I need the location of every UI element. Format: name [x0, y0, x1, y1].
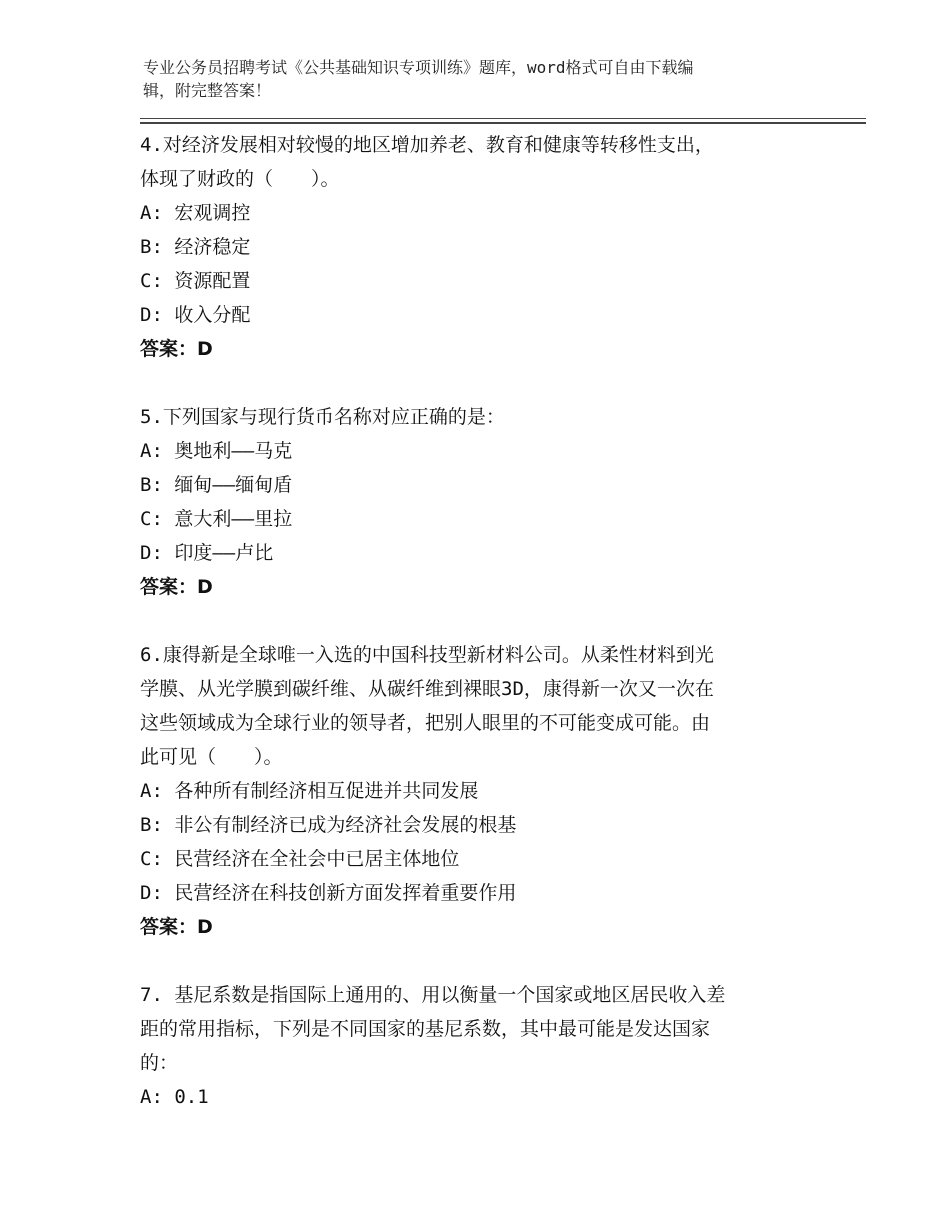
answer-label: 答案：D — [140, 338, 213, 360]
question-stem-line: 距的常用指标，下列是不同国家的基尼系数，其中最可能是发达国家 — [140, 1018, 711, 1040]
question-stem-line: 的： — [140, 1052, 179, 1074]
question-list — [140, 128, 810, 1148]
question-stem-line: 体现了财政的（ ）。 — [140, 168, 340, 190]
question-stem-line: 此可见（ ）。 — [140, 746, 283, 768]
option-c: C: 资源配置 — [140, 270, 251, 292]
header-line: 专业公务员招聘考试《公共基础知识专项训练》题库，word格式可自由下载编 — [143, 58, 694, 77]
option-d: D: 收入分配 — [140, 304, 251, 326]
question-6 — [140, 638, 810, 944]
question-stem-line: 5.下列国家与现行货币名称对应正确的是： — [140, 406, 505, 428]
option-b: B: 经济稳定 — [140, 236, 251, 258]
question-stem-line: 这些领域成为全球行业的领导者，把别人眼里的不可能变成可能。由 — [140, 712, 711, 734]
option-a: A: 奥地利——马克 — [140, 440, 293, 462]
option-d: D: 印度——卢比 — [140, 542, 274, 564]
option-c: C: 民营经济在全社会中已居主体地位 — [140, 848, 460, 870]
option-d: D: 民营经济在科技创新方面发挥着重要作用 — [140, 882, 517, 904]
question-5 — [140, 400, 810, 604]
answer-label: 答案：D — [140, 916, 213, 938]
option-b: B: 缅甸——缅甸盾 — [140, 474, 293, 496]
question-stem-line: 学膜、从光学膜到碳纤维、从碳纤维到裸眼3D，康得新一次又一次在 — [140, 678, 714, 700]
option-a: A: 宏观调控 — [140, 202, 251, 224]
option-a: A: 各种所有制经济相互促进并共同发展 — [140, 780, 479, 802]
answer-label: 答案：D — [140, 576, 213, 598]
header-line: 辑，附完整答案！ — [143, 81, 272, 100]
question-stem-line: 7. 基尼系数是指国际上通用的、用以衡量一个国家或地区居民收入差 — [140, 984, 726, 1006]
option-a: A: 0.1 — [140, 1086, 209, 1108]
option-b: B: 非公有制经济已成为经济社会发展的根基 — [140, 814, 517, 836]
question-stem-line: 4.对经济发展相对较慢的地区增加养老、教育和健康等转移性支出， — [140, 134, 714, 156]
header-divider — [140, 118, 866, 119]
question-stem-line: 6.康得新是全球唯一入选的中国科技型新材料公司。从柔性材料到光 — [140, 644, 714, 666]
header-divider-thick — [140, 122, 866, 124]
question-7 — [140, 978, 810, 1114]
question-4 — [140, 128, 810, 366]
option-c: C: 意大利——里拉 — [140, 508, 293, 530]
document-header — [143, 56, 803, 102]
